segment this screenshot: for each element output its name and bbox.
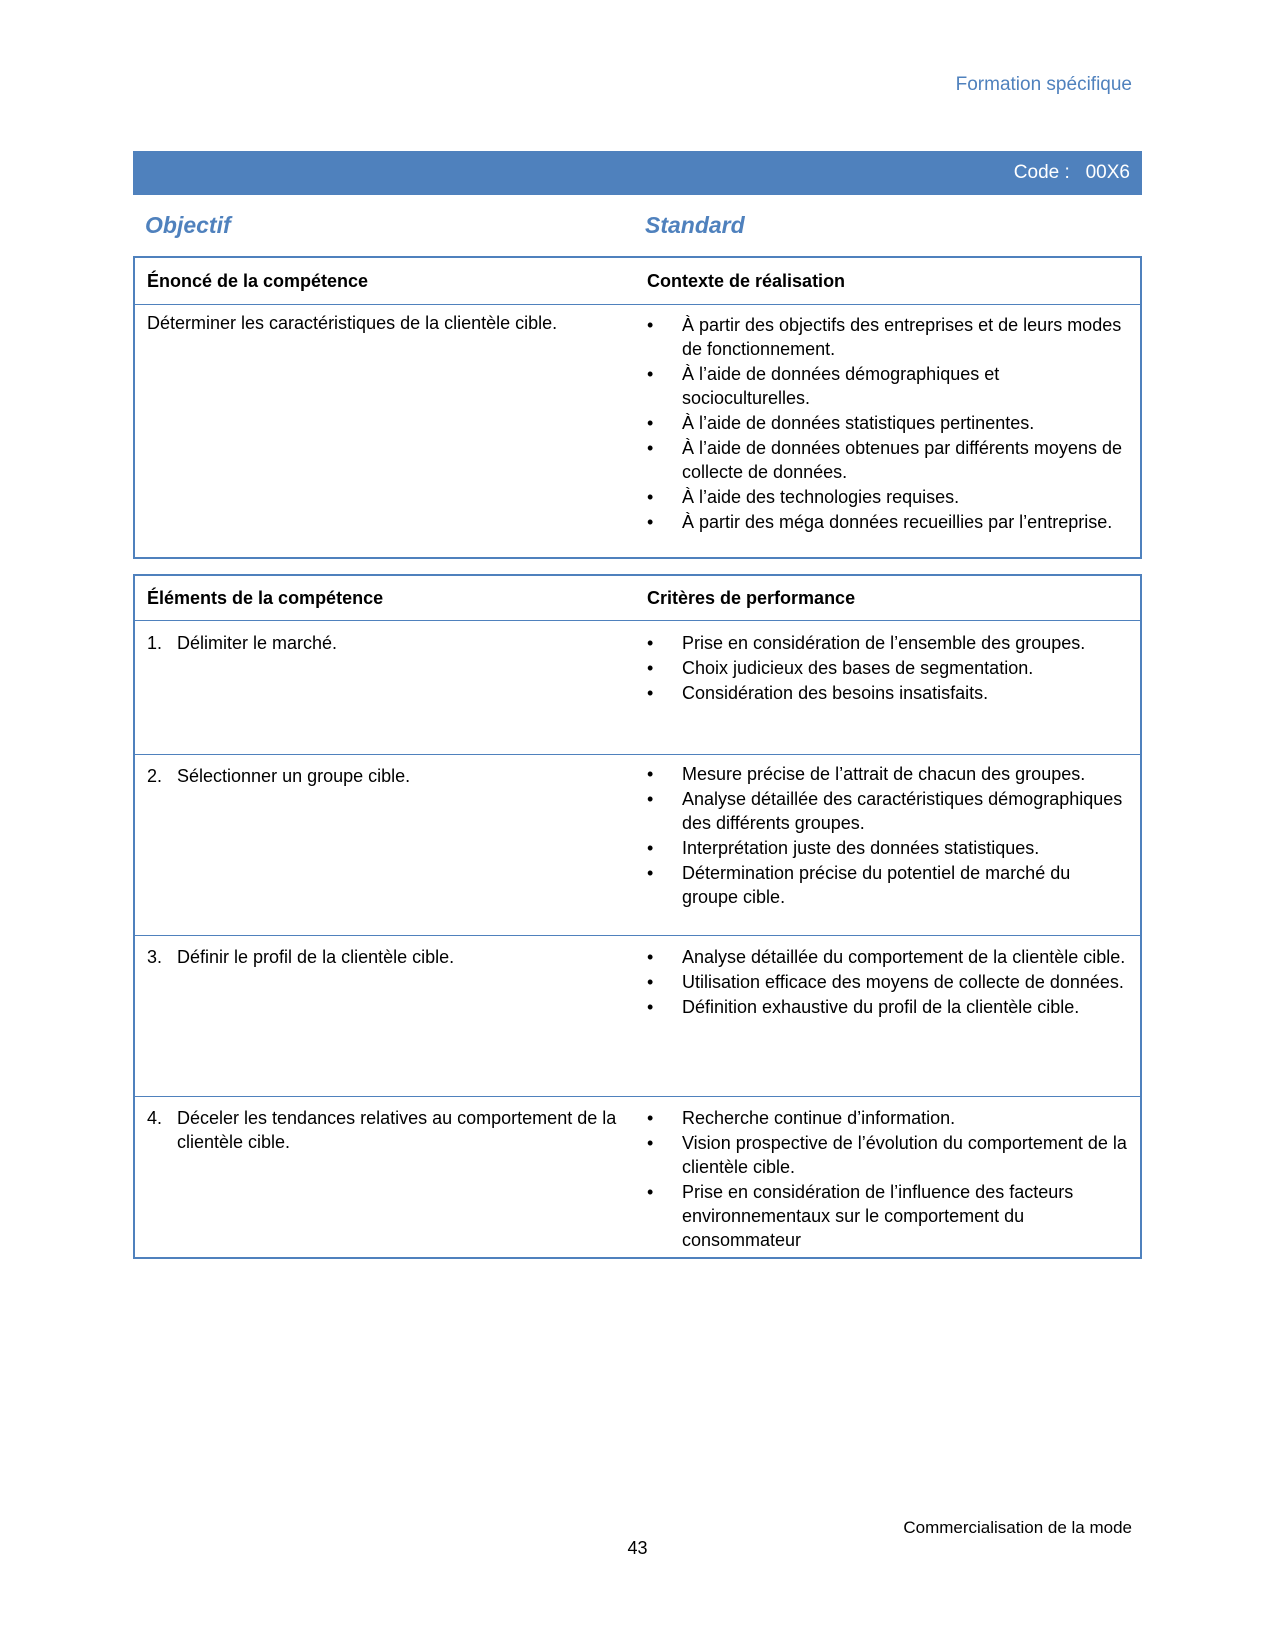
list-item: • À partir des méga données recueillies par l’entreprise.	[647, 510, 1127, 534]
list-item: • Analyse détaillée du comportement de la clientèle cible.	[647, 945, 1127, 969]
col-header-contexte: Contexte de réalisation	[647, 271, 846, 291]
list-item: • Recherche continue d’information.	[647, 1106, 1127, 1130]
table-row	[135, 1096, 1140, 1257]
table-row	[135, 935, 1140, 1096]
table-header-row	[135, 576, 1140, 620]
list-item: • À l’aide de données démographiques et socioculturelles.	[647, 362, 1127, 410]
table-row	[135, 620, 1140, 754]
competency-statement-table	[133, 256, 1142, 559]
context-list	[647, 313, 1127, 534]
table-header-row	[135, 258, 1140, 304]
list-item: • À l’aide de données statistiques pertinentes.	[647, 411, 1127, 435]
list-item: • Utilisation efficace des moyens de collecte de données.	[647, 970, 1127, 994]
list-item: • À partir des objectifs des entreprises et de leurs modes de fonctionnement.	[647, 313, 1127, 361]
element-item: 2. Sélectionner un groupe cible.	[147, 766, 411, 786]
competency-code: Code : 00X6	[1013, 162, 1130, 183]
col-header-enonce: Énoncé de la compétence	[147, 271, 369, 291]
competency-elements-table	[133, 574, 1142, 1259]
section-standard: Standard	[645, 212, 745, 238]
table-row	[135, 754, 1140, 935]
list-item: • Considération des besoins insatisfaits.	[647, 681, 1127, 705]
criteria-list	[647, 631, 1127, 705]
list-item: • Définition exhaustive du profil de la clientèle cible.	[647, 995, 1127, 1019]
list-item: • À l’aide des technologies requises.	[647, 485, 1127, 509]
page-number: 43	[627, 1538, 648, 1558]
criteria-list	[647, 1106, 1127, 1252]
competency-statement: Déterminer les caractéristiques de la clientèle cible.	[147, 313, 558, 333]
element-item: 3. Définir le profil de la clientèle cible.	[147, 947, 455, 967]
list-item: • À l’aide de données obtenues par différents moyens de collecte de données.	[647, 436, 1127, 484]
footer-title: Commercialisation de la mode	[903, 1518, 1132, 1537]
criteria-list	[647, 945, 1127, 1019]
table-row	[135, 304, 1140, 557]
list-item: • Mesure précise de l’attrait de chacun des groupes.	[647, 762, 1127, 786]
list-item: • Analyse détaillée des caractéristiques démographiques des différents groupes.	[647, 787, 1127, 835]
section-objectif: Objectif	[145, 212, 231, 238]
col-header-criteres: Critères de performance	[647, 588, 856, 608]
list-item: • Interprétation juste des données statistiques.	[647, 836, 1127, 860]
col-header-elements: Éléments de la compétence	[147, 588, 384, 608]
list-item: • Prise en considération de l’influence des facteurs environnementaux sur le comportement du consommateur	[647, 1180, 1127, 1252]
program-title: Formation spécifique	[955, 74, 1132, 95]
element-item: 4. Déceler les tendances relatives au comportement de la clientèle cible.	[147, 1108, 617, 1152]
code-bar	[133, 151, 1142, 195]
list-item: • Prise en considération de l’ensemble des groupes.	[647, 631, 1127, 655]
element-item: 1. Délimiter le marché.	[147, 633, 338, 653]
list-item: • Détermination précise du potentiel de marché du groupe cible.	[647, 861, 1127, 909]
list-item: • Choix judicieux des bases de segmentation.	[647, 656, 1127, 680]
list-item: • Vision prospective de l’évolution du comportement de la clientèle cible.	[647, 1131, 1127, 1179]
criteria-list	[647, 762, 1127, 909]
